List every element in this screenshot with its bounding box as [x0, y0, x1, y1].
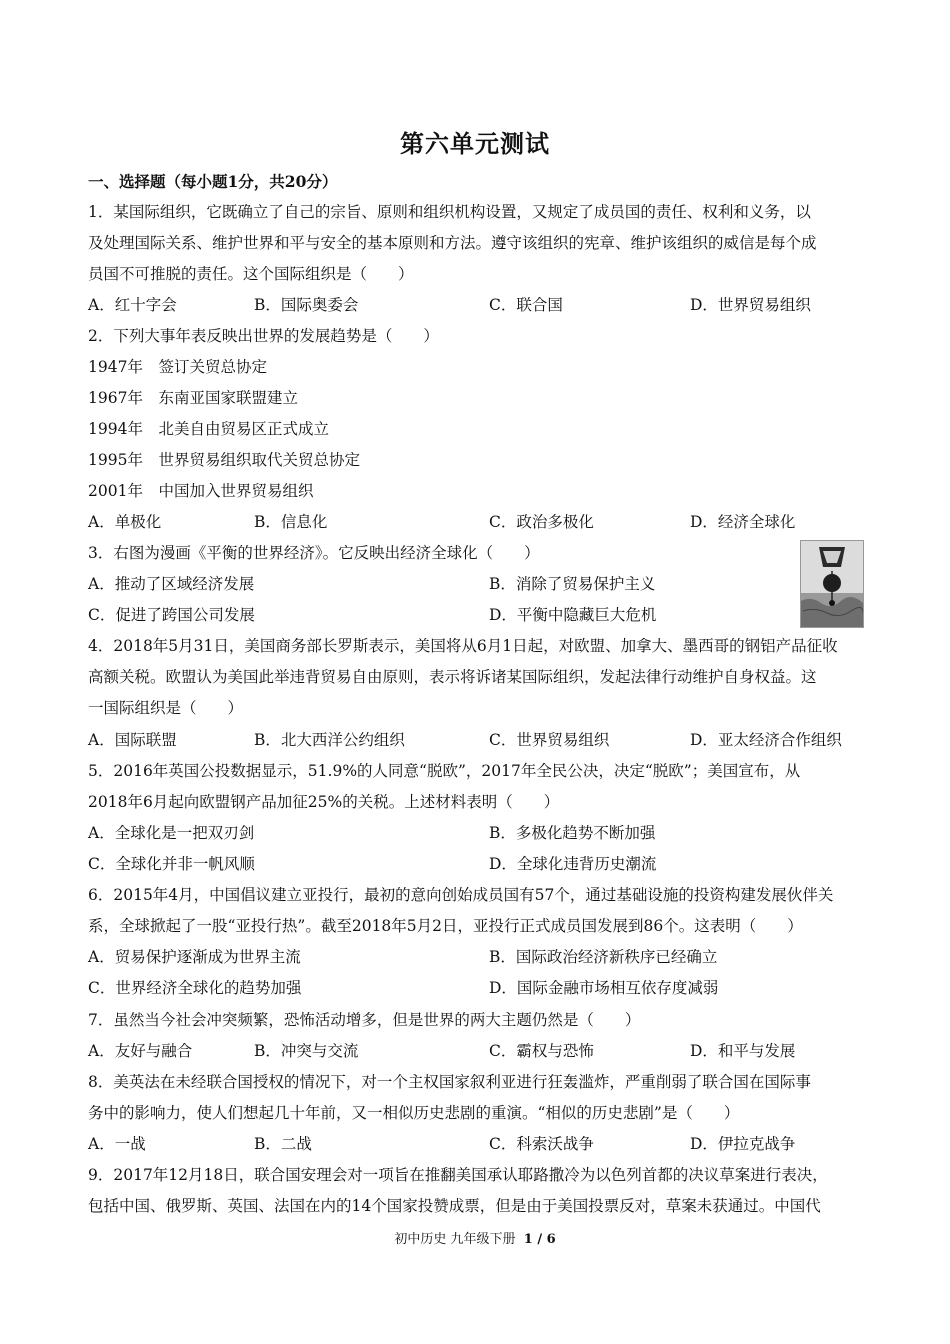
- question-5-option-b: B．多极化趋势不断加强: [489, 824, 656, 842]
- question-8-option-a: A．一战: [88, 1135, 146, 1153]
- question-4-option-a: A．国际联盟: [88, 731, 177, 749]
- question-4-line-3: 一国际组织是（ ）: [88, 699, 244, 717]
- cartoon-illustration: [801, 541, 863, 627]
- question-5-option-c: C．全球化并非一帆风顺: [88, 855, 255, 873]
- question-2-option-a: A．单极化: [88, 513, 162, 531]
- question-3-option-a: A．推动了区域经济发展: [88, 575, 255, 593]
- question-5-option-d: D．全球化违背历史潮流: [489, 855, 657, 873]
- question-6-option-d: D．国际金融市场相互依存度减弱: [489, 979, 719, 997]
- question-2-line-1: 2．下列大事年表反映出世界的发展趋势是（ ）: [88, 327, 439, 345]
- question-6-option-a: A．贸易保护逐渐成为世界主流: [88, 948, 301, 966]
- question-3-option-b: B．消除了贸易保护主义: [489, 575, 656, 593]
- question-2-timeline-2001: 2001年 中国加入世界贸易组织: [88, 482, 314, 500]
- question-8-line-2: 务中的影响力，使人们想起几十年前，又一相似历史悲剧的重演。“相似的历史悲剧”是（ ）: [88, 1104, 740, 1122]
- question-5-option-a: A．全球化是一把双刃剑: [88, 824, 255, 842]
- question-9-line-2: 包括中国、俄罗斯、英国、法国在内的14个国家投赞成票，但是由于美国投票反对，草案未获通过。中国代: [88, 1197, 821, 1215]
- question-2-timeline-1995: 1995年 世界贸易组织取代关贸总协定: [88, 451, 360, 469]
- question-3-option-c: C．促进了跨国公司发展: [88, 606, 255, 624]
- question-6-line-2: 系，全球掀起了一股“亚投行热”。截至2018年5月2日，亚投行正式成员国发展到86个。这表明（ ）: [88, 917, 803, 935]
- question-4-line-1: 4．2018年5月31日，美国商务部长罗斯表示，美国将从6月1日起，对欧盟、加拿大、墨西哥的钢铝产品征收: [88, 637, 838, 655]
- cartoon-image: [800, 540, 864, 628]
- question-6-line-1: 6．2015年4月，中国倡议建立亚投行，最初的意向创始成员国有57个，通过基础设施的投资构建发展伙伴关: [88, 886, 834, 904]
- question-7-option-a: A．友好与融合: [88, 1042, 193, 1060]
- question-2-option-d: D．经济全球化: [690, 513, 796, 531]
- question-8-option-b: B．二战: [254, 1135, 312, 1153]
- page-title: 第六单元测试: [400, 129, 550, 158]
- question-1-line-2: 及处理国际关系、维护世界和平与安全的基本原则和方法。遵守该组织的宪章、维护该组织的威信是每个成: [88, 234, 817, 252]
- question-6-option-b: B．国际政治经济新秩序已经确立: [489, 948, 718, 966]
- question-1-line-1: 1．某国际组织，它既确立了自己的宗旨、原则和组织机构设置，又规定了成员国的责任、权利和义务，以: [88, 203, 811, 221]
- question-4-option-c: C．世界贸易组织: [489, 731, 610, 749]
- question-1-option-d: D．世界贸易组织: [690, 296, 811, 314]
- question-1-option-c: C．联合国: [489, 296, 563, 314]
- question-7-option-c: C．霸权与恐怖: [489, 1042, 594, 1060]
- question-1-option-a: A．红十字会: [88, 296, 177, 314]
- question-6-option-c: C．世界经济全球化的趋势加强: [88, 979, 302, 997]
- section-heading: 一、选择题（每小题1分，共20分）: [88, 172, 338, 191]
- question-2-timeline-1967: 1967年 东南亚国家联盟建立: [88, 389, 298, 407]
- question-2-option-b: B．信息化: [254, 513, 328, 531]
- question-4-option-b: B．北大西洋公约组织: [254, 731, 405, 749]
- question-8-line-1: 8．美英法在未经联合国授权的情况下，对一个主权国家叙利亚进行狂轰滥炸，严重削弱了联合国在国际事: [88, 1073, 811, 1091]
- question-4-option-d: D．亚太经济合作组织: [690, 731, 842, 749]
- question-8-option-d: D．伊拉克战争: [690, 1135, 796, 1153]
- question-4-line-2: 高额关税。欧盟认为美国此举违背贸易自由原则，表示将诉诸某国际组织，发起法律行动维护自身权益。这: [88, 668, 817, 686]
- question-7-option-d: D．和平与发展: [690, 1042, 796, 1060]
- footer-course: 初中历史 九年级下册: [394, 1232, 516, 1247]
- page-footer: [0, 1228, 950, 1247]
- question-5-line-2: 2018年6月起向欧盟钢产品加征25%的关税。上述材料表明（ ）: [88, 793, 560, 811]
- question-8-option-c: C．科索沃战争: [489, 1135, 594, 1153]
- question-9-line-1: 9．2017年12月18日，联合国安理会对一项旨在推翻美国承认耶路撒冷为以色列首都的决议草案进行表决，: [88, 1166, 828, 1184]
- question-1-option-b: B．国际奥委会: [254, 296, 359, 314]
- question-5-line-1: 5．2016年英国公投数据显示，51.9%的人同意“脱欧”，2017年全民公决，决定“脱欧”；美国宣布，从: [88, 762, 801, 780]
- question-1-line-3: 员国不可推脱的责任。这个国际组织是（ ）: [88, 265, 414, 283]
- footer-page-number: 1 / 6: [523, 1232, 556, 1247]
- question-7-option-b: B．冲突与交流: [254, 1042, 359, 1060]
- question-2-timeline-1994: 1994年 北美自由贸易区正式成立: [88, 420, 329, 438]
- question-3-line-1: 3．右图为漫画《平衡的世界经济》。它反映出经济全球化（ ）: [88, 544, 540, 562]
- question-2-timeline-1947: 1947年 签订关贸总协定: [88, 358, 267, 376]
- question-7-line-1: 7．虽然当今社会冲突频繁，恐怖活动增多，但是世界的两大主题仍然是（ ）: [88, 1011, 641, 1029]
- question-3-option-d: D．平衡中隐藏巨大危机: [489, 606, 657, 624]
- question-2-option-c: C．政治多极化: [489, 513, 594, 531]
